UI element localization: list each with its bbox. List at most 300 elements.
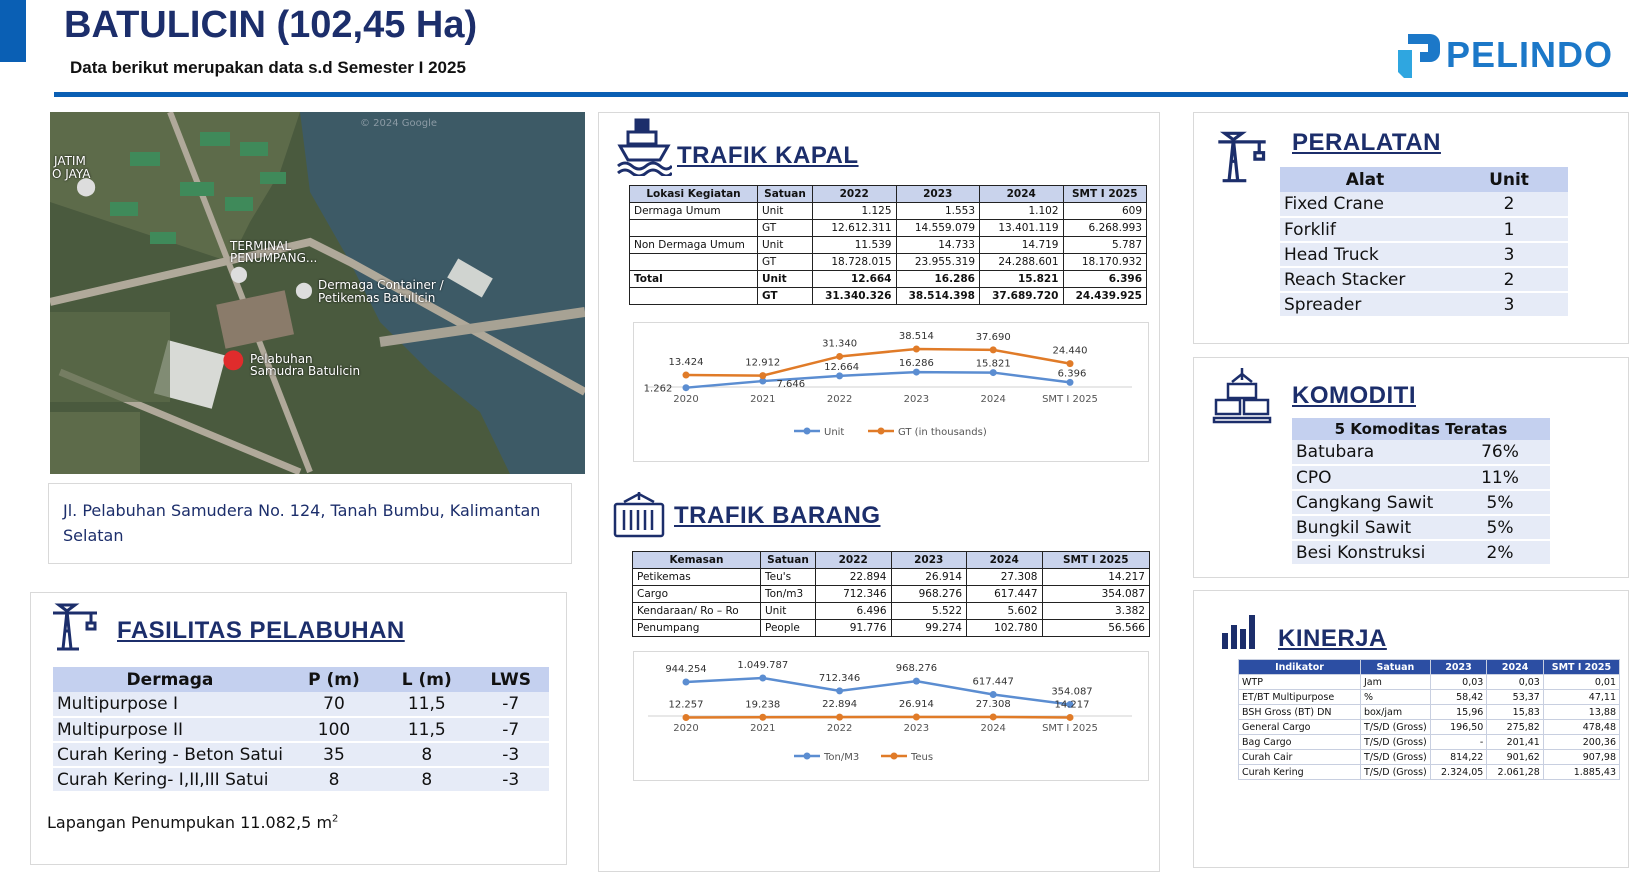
- table-header: Satuan: [1361, 660, 1431, 675]
- table-cell: 814,22: [1430, 750, 1487, 765]
- table-cell: 2: [1450, 192, 1568, 217]
- table-row: [1239, 675, 1620, 690]
- trafik-barang-title: TRAFIK BARANG: [674, 502, 881, 529]
- data-label: 6.396: [1057, 368, 1087, 380]
- table-row: [1280, 192, 1568, 217]
- legend-marker: [804, 428, 811, 435]
- x-tick-label: 2023: [903, 394, 930, 405]
- table-cell: 617.447: [967, 586, 1043, 603]
- table-cell: Head Truck: [1280, 242, 1450, 267]
- data-point: [913, 713, 920, 720]
- table-cell: %: [1361, 690, 1431, 705]
- data-label: 712.346: [818, 672, 861, 684]
- table-cell: T/S/D (Gross): [1361, 720, 1431, 735]
- table-cell: 8: [287, 767, 381, 792]
- table-header: SMT I 2025: [1063, 186, 1147, 203]
- cargo-icon: [1212, 366, 1272, 426]
- table-row: [1280, 267, 1568, 292]
- data-point: [683, 714, 690, 721]
- data-label: 617.447: [972, 676, 1014, 688]
- table-cell: Cargo: [633, 586, 761, 603]
- table-row: [633, 586, 1150, 603]
- table-cell: 11%: [1450, 465, 1550, 490]
- table-cell: Petikemas: [633, 569, 761, 586]
- table-cell: BSH Gross (BT) DN: [1239, 705, 1361, 720]
- table-cell: 53,37: [1487, 690, 1544, 705]
- data-point: [836, 372, 843, 379]
- table-cell: Unit: [758, 203, 813, 220]
- table-row: [1280, 242, 1568, 267]
- table-cell: 2.324,05: [1430, 765, 1487, 780]
- table-cell: 38.514.398: [896, 288, 980, 305]
- table-cell: -7: [472, 692, 549, 717]
- map-label-dermaga-container: Dermaga Container /: [318, 278, 444, 292]
- legend-label: GT (in thousands): [898, 427, 987, 438]
- trafik-kapal-table: [629, 185, 1147, 305]
- data-label: 13.424: [668, 357, 704, 369]
- komoditi-title: KOMODITI: [1292, 382, 1416, 409]
- table-cell: 3: [1450, 242, 1568, 267]
- table-cell: 14.733: [896, 237, 980, 254]
- table-cell: 196,50: [1430, 720, 1487, 735]
- page-title: BATULICIN (102,45 Ha): [64, 4, 478, 46]
- table-cell: Dermaga Umum: [630, 203, 758, 220]
- table-cell: -3: [472, 767, 549, 792]
- data-point: [1067, 379, 1074, 386]
- table-cell: 5%: [1450, 515, 1550, 540]
- table-row: [1292, 540, 1550, 565]
- x-tick-label: 2024: [980, 723, 1006, 734]
- map-watermark: © 2024 Google: [360, 118, 438, 129]
- table-cell: Cangkang Sawit: [1292, 490, 1450, 515]
- legend-label: Unit: [824, 427, 845, 438]
- table-cell: GT: [758, 288, 813, 305]
- map-label-ojaya: O JAYA: [52, 167, 91, 181]
- address-box: [48, 483, 572, 564]
- table-cell: 3: [1450, 292, 1568, 317]
- table-cell: Kendaraan/ Ro – Ro: [633, 603, 761, 620]
- map-pin-icon[interactable]: ⬤: [76, 176, 97, 197]
- lapangan-label: Lapangan Penumpukan 11.082,5 m: [47, 813, 333, 832]
- pelindo-logo: [1394, 30, 1624, 82]
- data-point: [990, 691, 997, 698]
- table-cell: 12.612.311: [813, 220, 897, 237]
- table-row: [630, 271, 1147, 288]
- table-header: Satuan: [758, 186, 813, 203]
- table-cell: 12.664: [813, 271, 897, 288]
- table-cell: Batubara: [1292, 440, 1450, 465]
- table-header: Kemasan: [633, 552, 761, 569]
- legend-label: Teus: [911, 752, 934, 763]
- table-cell: 11,5: [381, 692, 472, 717]
- address-text: Jl. Pelabuhan Samudera No. 124, Tanah Bumbu, Kalimantan Selatan: [63, 501, 541, 545]
- table-cell: Unit: [758, 237, 813, 254]
- data-label: 14.217: [1054, 699, 1090, 711]
- table-cell: 3.382: [1042, 603, 1150, 620]
- table-header: Lokasi Kegiatan: [630, 186, 758, 203]
- data-label: 15.821: [975, 358, 1011, 370]
- data-point: [683, 372, 690, 379]
- table-cell: Curah Cair: [1239, 750, 1361, 765]
- table-cell: 6.496: [816, 603, 892, 620]
- table-cell: 6.396: [1063, 271, 1147, 288]
- x-tick-label: 2021: [750, 394, 776, 405]
- legend-marker: [891, 753, 898, 760]
- legend-marker: [804, 753, 811, 760]
- data-point: [913, 678, 920, 685]
- table-cell: 1.553: [896, 203, 980, 220]
- data-label: 37.690: [975, 331, 1011, 343]
- table-cell: 18.728.015: [813, 254, 897, 271]
- table-row: [1239, 735, 1620, 750]
- table-cell: Total: [630, 271, 758, 288]
- x-tick-label: 2021: [750, 723, 776, 734]
- series-line: [686, 717, 1070, 718]
- x-tick-label: SMT I 2025: [1042, 723, 1098, 734]
- pelindo-logo-icon: [1394, 30, 1442, 82]
- data-point: [836, 714, 843, 721]
- x-tick-label: 2022: [826, 394, 853, 405]
- table-cell: -7: [472, 717, 549, 742]
- container-icon: [612, 490, 666, 540]
- data-label: 22.894: [822, 699, 858, 711]
- data-point: [759, 714, 766, 721]
- data-point: [990, 369, 997, 376]
- table-row: [1292, 515, 1550, 540]
- table-header: Alat: [1280, 167, 1450, 192]
- table-cell: 22.894: [816, 569, 892, 586]
- data-point: [683, 679, 690, 686]
- table-cell: Fixed Crane: [1280, 192, 1450, 217]
- trafik-kapal-title: TRAFIK KAPAL: [677, 142, 859, 169]
- table-cell: Curah Kering- I,II,III Satui: [53, 767, 287, 792]
- table-cell: 5.522: [891, 603, 967, 620]
- data-label: 24.440: [1052, 345, 1088, 357]
- table-cell: [630, 220, 758, 237]
- komoditi-panel: [1193, 357, 1629, 578]
- data-point: [990, 346, 997, 353]
- map-pin-icon[interactable]: ⬤: [230, 264, 248, 283]
- table-cell: 23.955.319: [896, 254, 980, 271]
- table-cell: 24.288.601: [980, 254, 1064, 271]
- table-row: [1239, 765, 1620, 780]
- table-cell: Multipurpose I: [53, 692, 287, 717]
- lapangan-text: [47, 813, 338, 832]
- table-row: [53, 767, 549, 792]
- table-header-row: [1280, 167, 1568, 192]
- table-cell: 0,03: [1487, 675, 1544, 690]
- table-header: Satuan: [761, 552, 816, 569]
- table-cell: 18.170.932: [1063, 254, 1147, 271]
- table-cell: 102.780: [967, 620, 1043, 637]
- table-cell: 24.439.925: [1063, 288, 1147, 305]
- data-label: 1.049.787: [737, 660, 789, 671]
- table-row: [53, 717, 549, 742]
- map-label-terminal: TERMINAL: [230, 239, 292, 253]
- table-cell: 0,03: [1430, 675, 1487, 690]
- table-cell: 15.821: [980, 271, 1064, 288]
- table-cell: 14.217: [1042, 569, 1150, 586]
- table-cell: box/jam: [1361, 705, 1431, 720]
- data-label: 27.308: [975, 698, 1011, 710]
- data-label: 12.912: [745, 357, 781, 369]
- table-cell: Bag Cargo: [1239, 735, 1361, 750]
- table-cell: 11.539: [813, 237, 897, 254]
- table-cell: 2.061,28: [1487, 765, 1544, 780]
- table-cell: 70: [287, 692, 381, 717]
- table-row: [1280, 217, 1568, 242]
- table-cell: 100: [287, 717, 381, 742]
- table-cell: 15,96: [1430, 705, 1487, 720]
- data-point: [683, 384, 690, 391]
- table-cell: 8: [381, 742, 472, 767]
- table-cell: Non Dermaga Umum: [630, 237, 758, 254]
- table-cell: 201,41: [1487, 735, 1544, 750]
- table-cell: 609: [1063, 203, 1147, 220]
- table-cell: 354.087: [1042, 586, 1150, 603]
- map-label-penumpang: PENUMPANG...: [230, 251, 318, 265]
- table-header-row: [630, 186, 1147, 203]
- table-cell: 13.401.119: [980, 220, 1064, 237]
- table-header-row: [1239, 660, 1620, 675]
- table-cell: Curah Kering - Beton Satui: [53, 742, 287, 767]
- table-header: 2023: [1430, 660, 1487, 675]
- x-tick-label: 2020: [673, 723, 699, 734]
- table-cell: 56.566: [1042, 620, 1150, 637]
- trafik-barang-table: [632, 551, 1150, 637]
- kapal-line-chart: [634, 323, 1147, 460]
- fasilitas-title: FASILITAS PELABUHAN: [117, 617, 405, 644]
- data-label: 968.276: [895, 663, 938, 675]
- table-cell: 1.102: [980, 203, 1064, 220]
- kinerja-panel: [1193, 590, 1629, 868]
- table-header: 2024: [1487, 660, 1544, 675]
- data-label: 354.087: [1051, 686, 1093, 698]
- table-header: 2023: [891, 552, 967, 569]
- table-header-row: [633, 552, 1150, 569]
- table-cell: Spreader: [1280, 292, 1450, 317]
- data-point: [836, 687, 843, 694]
- table-cell: CPO: [1292, 465, 1450, 490]
- table-row: [1239, 720, 1620, 735]
- table-row: [53, 692, 549, 717]
- peralatan-title: PERALATAN: [1292, 129, 1441, 156]
- table-row: [1280, 292, 1568, 317]
- data-point: [990, 713, 997, 720]
- table-header: LWS: [472, 667, 549, 692]
- data-point: [1067, 714, 1074, 721]
- table-row: [1292, 490, 1550, 515]
- peralatan-panel: [1193, 112, 1629, 344]
- table-row: [1239, 690, 1620, 705]
- data-point: [1067, 360, 1074, 367]
- table-row: [633, 603, 1150, 620]
- crane-icon: [49, 601, 101, 653]
- table-header: 2024: [967, 552, 1043, 569]
- table-cell: 14.559.079: [896, 220, 980, 237]
- table-cell: [630, 254, 758, 271]
- table-row: [630, 288, 1147, 305]
- peralatan-table: [1280, 167, 1568, 318]
- table-header: 2023: [896, 186, 980, 203]
- barang-line-chart: [634, 652, 1147, 779]
- kinerja-table: [1238, 659, 1620, 780]
- data-label: 26.914: [898, 698, 934, 710]
- data-point: [836, 353, 843, 360]
- table-cell: 2: [1450, 267, 1568, 292]
- data-label: 944.254: [665, 664, 707, 676]
- table-row: [53, 742, 549, 767]
- table-cell: GT: [758, 254, 813, 271]
- table-cell: 99.274: [891, 620, 967, 637]
- table-cell: 35: [287, 742, 381, 767]
- map-red-pin-icon[interactable]: ●: [222, 344, 245, 374]
- table-row: [1292, 465, 1550, 490]
- table-header: SMT I 2025: [1042, 552, 1150, 569]
- data-label: 16.286: [898, 358, 934, 370]
- data-label: 12.257: [668, 699, 704, 711]
- table-cell: 712.346: [816, 586, 892, 603]
- table-cell: 0,01: [1543, 675, 1619, 690]
- data-label: 38.514: [898, 331, 934, 342]
- x-tick-label: 2022: [826, 723, 853, 734]
- table-cell: -: [1430, 735, 1487, 750]
- legend-label: Ton/M3: [824, 752, 860, 763]
- map-label-jatim: JATIM: [54, 154, 86, 168]
- table-header: 2024: [980, 186, 1064, 203]
- pelindo-logo-text: PELINDO: [1446, 34, 1614, 75]
- page-subtitle: Data berikut merupakan data s.d Semester I 2025: [70, 58, 466, 77]
- table-cell: 47,11: [1543, 690, 1619, 705]
- table-row: [1239, 705, 1620, 720]
- table-header: Unit: [1450, 167, 1568, 192]
- table-cell: 15,83: [1487, 705, 1544, 720]
- table-cell: 14.719: [980, 237, 1064, 254]
- x-tick-label: 2024: [980, 394, 1006, 405]
- table-cell: 968.276: [891, 586, 967, 603]
- table-header: SMT I 2025: [1543, 660, 1619, 675]
- table-cell: 58,42: [1430, 690, 1487, 705]
- table-cell: People: [761, 620, 816, 637]
- table-cell: Unit: [761, 603, 816, 620]
- table-cell: 1.125: [813, 203, 897, 220]
- table-header: Indikator: [1239, 660, 1361, 675]
- table-cell: 8: [381, 767, 472, 792]
- table-cell: T/S/D (Gross): [1361, 735, 1431, 750]
- header-divider: [54, 92, 1628, 97]
- table-cell: 31.340.326: [813, 288, 897, 305]
- table-cell: 91.776: [816, 620, 892, 637]
- table-cell: 5.787: [1063, 237, 1147, 254]
- table-header: L (m): [381, 667, 472, 692]
- table-cell: Curah Kering: [1239, 765, 1361, 780]
- table-cell: 5%: [1450, 490, 1550, 515]
- table-cell: General Cargo: [1239, 720, 1361, 735]
- data-point: [759, 675, 766, 682]
- table-cell: Unit: [758, 271, 813, 288]
- table-header-row: [53, 667, 549, 692]
- table-row: [1292, 440, 1550, 465]
- bar-chart-icon: [1218, 611, 1258, 651]
- map-label-petikemas: Petikemas Batulicin: [318, 291, 436, 305]
- data-label: 1.262: [643, 383, 673, 395]
- data-label: 19.238: [745, 699, 781, 711]
- table-header: 5 Komoditas Teratas: [1292, 418, 1550, 440]
- table-row: [633, 569, 1150, 586]
- data-point: [913, 346, 920, 353]
- table-cell: Ton/m3: [761, 586, 816, 603]
- ship-icon: [616, 116, 672, 176]
- table-cell: ET/BT Multipurpose: [1239, 690, 1361, 705]
- table-row: [633, 620, 1150, 637]
- data-label: 31.340: [822, 338, 858, 350]
- data-label: 7.646: [776, 379, 806, 391]
- map-label-pelabuhan: Pelabuhan: [250, 352, 313, 366]
- map-label-samudra: Samudra Batulicin: [250, 364, 361, 378]
- table-cell: GT: [758, 220, 813, 237]
- table-header-row: [1292, 418, 1550, 440]
- kinerja-title: KINERJA: [1278, 625, 1387, 652]
- table-cell: 200,36: [1543, 735, 1619, 750]
- table-cell: 27.308: [967, 569, 1043, 586]
- table-row: [1239, 750, 1620, 765]
- table-cell: T/S/D (Gross): [1361, 750, 1431, 765]
- data-label: 12.664: [824, 361, 860, 373]
- table-row: [630, 237, 1147, 254]
- table-cell: 26.914: [891, 569, 967, 586]
- x-tick-label: SMT I 2025: [1042, 394, 1098, 405]
- table-cell: 275,82: [1487, 720, 1544, 735]
- fasilitas-panel: [30, 592, 567, 865]
- table-cell: Bungkil Sawit: [1292, 515, 1450, 540]
- table-cell: [630, 288, 758, 305]
- table-cell: 1.885,43: [1543, 765, 1619, 780]
- table-cell: Reach Stacker: [1280, 267, 1450, 292]
- satellite-map[interactable]: [50, 112, 585, 474]
- table-cell: 901,62: [1487, 750, 1544, 765]
- table-header: 2022: [813, 186, 897, 203]
- table-cell: 907,98: [1543, 750, 1619, 765]
- x-tick-label: 2023: [903, 723, 930, 734]
- table-cell: 1: [1450, 217, 1568, 242]
- table-cell: 6.268.993: [1063, 220, 1147, 237]
- kapal-chart-frame: [633, 322, 1149, 462]
- table-cell: 2%: [1450, 540, 1550, 565]
- legend-marker: [878, 428, 885, 435]
- data-point: [759, 372, 766, 379]
- lapangan-sup: 2: [332, 813, 339, 825]
- table-cell: Jam: [1361, 675, 1431, 690]
- crane-icon: [1214, 129, 1270, 185]
- table-cell: WTP: [1239, 675, 1361, 690]
- series-line: [686, 349, 1070, 376]
- table-cell: 37.689.720: [980, 288, 1064, 305]
- table-header: P (m): [287, 667, 381, 692]
- barang-chart-frame: [633, 651, 1149, 781]
- table-cell: 13,88: [1543, 705, 1619, 720]
- komoditi-table: [1292, 418, 1550, 566]
- map-pin-icon[interactable]: ⬤: [295, 280, 313, 299]
- table-row: [630, 254, 1147, 271]
- table-cell: Multipurpose II: [53, 717, 287, 742]
- table-cell: Penumpang: [633, 620, 761, 637]
- table-cell: T/S/D (Gross): [1361, 765, 1431, 780]
- table-cell: 16.286: [896, 271, 980, 288]
- table-cell: 5.602: [967, 603, 1043, 620]
- x-tick-label: 2020: [673, 394, 699, 405]
- data-point: [913, 369, 920, 376]
- header-accent-bar: [0, 0, 26, 62]
